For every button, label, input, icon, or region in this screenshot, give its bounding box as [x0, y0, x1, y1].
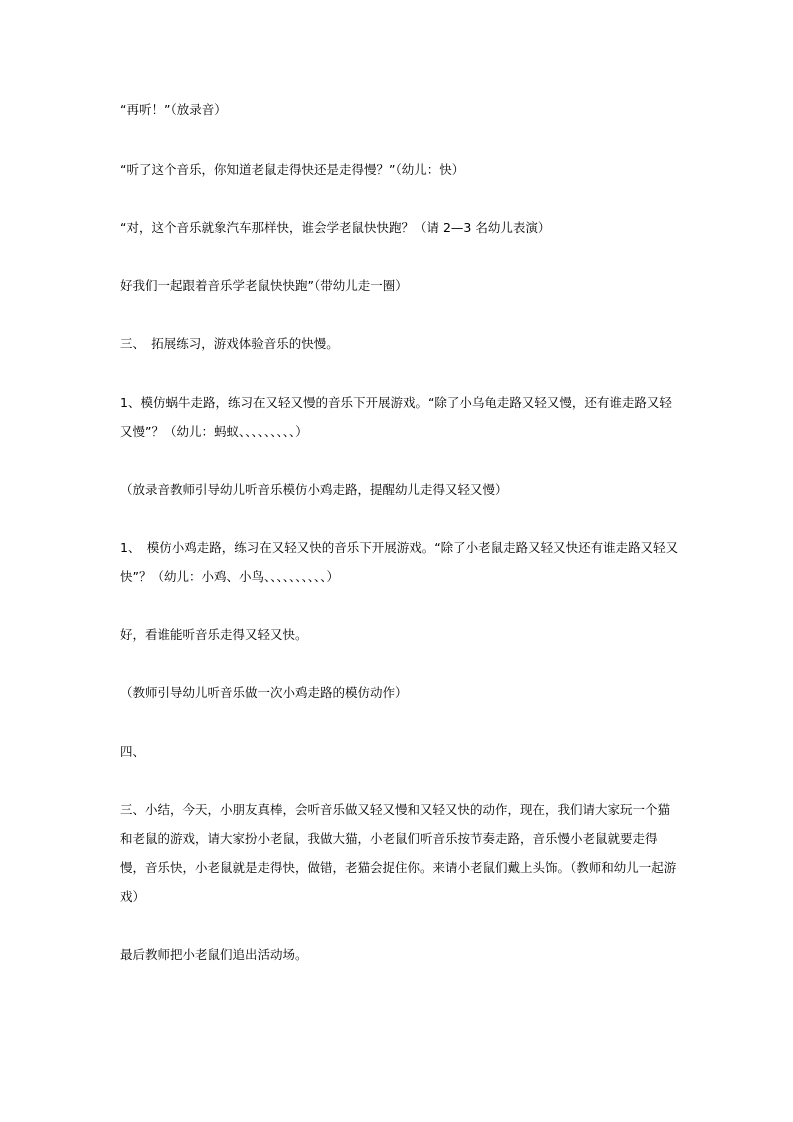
- section-heading-extension: 三、 拓展练习，游戏体验音乐的快慢。: [120, 336, 339, 351]
- paragraph-teacher-guides: （教师引导幼儿听音乐做一次小鸡走路的模仿动作）: [120, 685, 408, 700]
- paragraph-like-car: “对，这个音乐就象汽车那样快，谁会学老鼠快快跑？（请 2—3 名幼儿表演）: [120, 220, 551, 235]
- paragraph-imitate-snail: 1、模仿蜗牛走路，练习在又轻又慢的音乐下开展游戏。“除了小乌龟走路又轻又慢，还有谁走路又轻又慢”？（幼儿：蚂蚁、、、、、、、、、）: [120, 395, 672, 439]
- paragraph-question-fast-slow: “听了这个音乐，你知道老鼠走得快还是走得慢？”（幼儿：快）: [120, 162, 465, 177]
- paragraph-summary: 三、小结，今天，小朋友真棒，会听音乐做又轻又慢和又轻又快的动作，现在，我们请大家玩一个猫和老鼠的游戏，请大家扮小老鼠，我做大猫，小老鼠们听音乐按节奏走路，音乐慢小老鼠就要走得慢，音乐快，小老鼠就是走得快，做错，老猫会捉住你。来请小老鼠们戴上头饰。（教师和幼儿一起游戏）: [120, 802, 677, 904]
- paragraph-who-can-listen: 好，看谁能听音乐走得又轻又快。: [120, 627, 308, 642]
- paragraph-imitate-chick: 1、 模仿小鸡走路，练习在又轻又快的音乐下开展游戏。“除了小老鼠走路又轻又快还有谁走路又轻又快”？（幼儿：小鸡、小鸟、、、、、、、、、、）: [120, 540, 679, 584]
- paragraph-run-together: 好我们一起跟着音乐学老鼠快快跑”（带幼儿走一圈）: [120, 278, 408, 293]
- section-heading-four: 四、: [120, 744, 146, 759]
- paragraph-play-recording: （放录音教师引导幼儿听音乐模仿小鸡走路，提醒幼儿走得又轻又慢）: [120, 482, 508, 497]
- paragraph-closing: 最后教师把小老鼠们追出活动场。: [120, 947, 308, 962]
- paragraph-listen-again: “再听！”（放录音）: [120, 102, 227, 117]
